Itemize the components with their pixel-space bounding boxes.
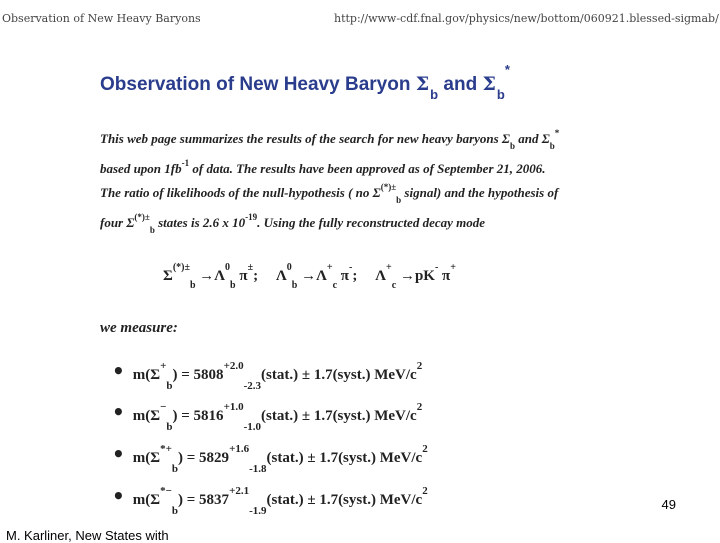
decay-lambda-1: Λ (214, 268, 226, 284)
header-url: http://www-cdf.fnal.gov/physics/new/bottom/060921.blessed-sigmab/ (334, 12, 719, 25)
measurement-sub: b (166, 380, 173, 392)
title-sigma-symbol-2: Σ (482, 73, 496, 95)
title-sub-b-2: b (496, 87, 505, 102)
paragraph-line-4 (100, 212, 485, 235)
decay-pi-1: π (239, 268, 248, 284)
decay-mode-equation (163, 262, 456, 291)
measurement-error-down: -1.9 (249, 505, 267, 517)
paragraph-text-3a: The ratio of likelihoods of the null-hypothesis ( no Σ (100, 185, 381, 200)
bullet-icon: • (112, 359, 125, 383)
decay-lambda-c-sub: c (332, 280, 338, 291)
decay-sigma: Σ (163, 268, 173, 284)
decay-lambda-3-sup: + (386, 262, 392, 273)
decay-semicolon-1: ; (253, 268, 259, 284)
title-sub-b: b (430, 87, 439, 102)
paragraph-text-1-end: and Σ (518, 131, 550, 146)
decay-sigma-sub: b (189, 280, 196, 291)
measurement-charge: *+ (160, 443, 172, 455)
decay-lambda-2-sup: 0 (286, 262, 292, 273)
decay-pk: pK (414, 268, 435, 284)
measurement-error-down: -2.3 (243, 380, 262, 392)
measurement-power: 2 (422, 485, 428, 497)
measurement-error-up: +2.0 (223, 360, 244, 372)
measurement-error-up: +1.0 (223, 401, 244, 413)
measurement-charge: + (160, 360, 167, 372)
paragraph-text-1: This web page summarizes the results of the search for new heavy baryons Σ (100, 131, 510, 146)
decay-arrow-3: → (399, 268, 415, 284)
decay-lambda-3-sub: c (391, 280, 397, 291)
measurement-rest: (stat.) ± 1.7(syst.) MeV/c (261, 367, 417, 383)
measurement-pre: m(Σ (132, 450, 161, 466)
paragraph-text-4a: four Σ (100, 215, 135, 230)
bullet-icon: • (112, 484, 125, 508)
decay-pi-2: π (340, 268, 349, 284)
decay-lambda-2: Λ (276, 268, 287, 284)
measurement-value: ) = 5837 (178, 492, 230, 508)
measurement-rest: (stat.) ± 1.7(syst.) MeV/c (261, 408, 417, 424)
footer-text: M. Karliner, New States with (6, 528, 169, 543)
measurement-value: ) = 5816 (172, 408, 224, 424)
paragraph-text-3b: signal) and the hypothesis of (404, 185, 559, 200)
decay-pi-3-sup: + (450, 262, 456, 273)
paragraph-sub-b-4: b (149, 225, 155, 235)
header-title: Observation of New Heavy Baryons (2, 12, 201, 25)
paragraph-exponent: -19 (245, 212, 258, 222)
paragraph-sup-3: (*)± (380, 182, 397, 192)
paragraph-sub-b-2: b (549, 141, 555, 151)
decay-lambda-1-sup: 0 (225, 262, 231, 273)
measurement-value: ) = 5808 (172, 367, 224, 383)
decay-lambda-c-sup: + (326, 262, 333, 273)
measurement-error-up: +1.6 (229, 443, 250, 455)
paragraph-line-2 (100, 158, 546, 177)
title-and: and (443, 74, 478, 95)
decay-pi-1-sup: ± (247, 262, 254, 273)
paragraph-text-4b: states is 2.6 x 10 (158, 215, 246, 230)
title-text: Observation of New Heavy Baryon (100, 74, 411, 95)
measurement-error-up: +2.1 (229, 485, 250, 497)
measurement-pre: m(Σ (132, 367, 161, 383)
paragraph-sub-b-3: b (396, 195, 402, 205)
measurement-charge: *− (160, 485, 172, 497)
paragraph-sup-4: (*)± (134, 212, 150, 222)
decay-arrow-1: → (199, 268, 215, 284)
paragraph-line-3 (100, 182, 558, 205)
decay-pk-sup: - (434, 262, 439, 273)
measure-heading: we measure: (100, 320, 178, 336)
paragraph-star: * (554, 128, 560, 138)
measurement-pre: m(Σ (132, 408, 161, 424)
measurement-sub: b (166, 421, 173, 433)
decay-lambda-c: Λ (316, 268, 327, 284)
measurement-error-down: -1.8 (249, 463, 267, 475)
paragraph-text-4c: . Using the fully reconstructed decay mode (257, 215, 486, 230)
decay-pi-2-sup: - (348, 262, 353, 273)
paragraph-sup-2: -1 (181, 158, 190, 168)
measurement-sub: b (171, 505, 179, 517)
bullet-icon: • (112, 442, 125, 466)
measurement-error-down: -1.0 (243, 421, 262, 433)
measurement-power: 2 (416, 401, 423, 413)
paragraph-line-1 (100, 128, 559, 151)
measurement-item (112, 360, 422, 392)
measurement-sub: b (171, 463, 179, 475)
decay-lambda-3: Λ (375, 268, 387, 284)
measurement-rest: (stat.) ± 1.7(syst.) MeV/c (266, 492, 423, 508)
measurement-item (112, 485, 428, 517)
title-sigma-symbol: Σ (415, 73, 430, 95)
decay-pi-3: π (442, 268, 451, 284)
bullet-icon: • (112, 400, 125, 424)
measurement-item (112, 443, 428, 475)
decay-arrow-2: → (301, 268, 317, 284)
measurement-item (112, 401, 422, 433)
decay-sigma-sup: (*)± (172, 262, 190, 273)
measurement-charge: − (160, 401, 167, 413)
measurement-value: ) = 5829 (178, 450, 230, 466)
paragraph-text-2b: of data. The results have been approved as of September 21, 2006. (192, 161, 546, 176)
measurement-rest: (stat.) ± 1.7(syst.) MeV/c (266, 450, 423, 466)
measurement-power: 2 (416, 360, 423, 372)
paragraph-text-2a: based upon 1fb (100, 161, 182, 176)
measurement-pre: m(Σ (132, 492, 161, 508)
decay-lambda-1-sub: b (230, 280, 236, 291)
page-number: 49 (661, 497, 676, 512)
decay-lambda-2-sub: b (291, 280, 298, 291)
decay-semicolon-2: ; (352, 268, 358, 284)
page-title (100, 62, 510, 102)
title-star: * (504, 62, 510, 77)
paragraph-sub-b-1: b (509, 141, 515, 151)
measurement-power: 2 (422, 443, 428, 455)
